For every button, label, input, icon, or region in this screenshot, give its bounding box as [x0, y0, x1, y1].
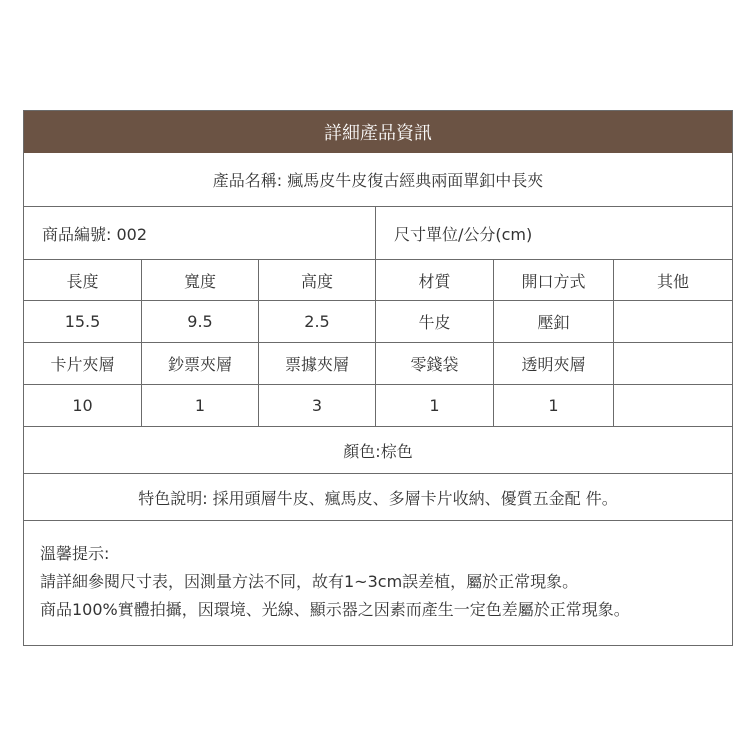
spec-value-cell: 牛皮 [376, 301, 494, 342]
pocket-header-cell: 票據夾層 [259, 343, 376, 384]
product-info-table [23, 110, 733, 646]
pocket-value-cell: 1 [376, 385, 494, 426]
features-row [24, 474, 732, 521]
pocket-header-cell: 透明夾層 [494, 343, 614, 384]
pocket-value-cell: 10 [24, 385, 142, 426]
id-unit-row [24, 207, 732, 260]
pocket-value-cell: 3 [259, 385, 376, 426]
notes-section [24, 521, 732, 645]
color-row [24, 427, 732, 474]
pocket-value-cell [614, 385, 732, 426]
spec-value-cell: 壓釦 [494, 301, 614, 342]
pocket-header-row [24, 343, 732, 385]
pocket-header-cell [614, 343, 732, 384]
pocket-value-row [24, 385, 732, 427]
spec-header-row [24, 260, 732, 301]
spec-header-cell: 長度 [24, 260, 142, 300]
spec-header-cell: 高度 [259, 260, 376, 300]
spec-value-row [24, 301, 732, 343]
pocket-header-cell: 零錢袋 [376, 343, 494, 384]
product-color: 顏色:棕色 [343, 441, 413, 461]
spec-value-cell: 15.5 [24, 301, 142, 342]
product-id: 商品編號: 002 [24, 207, 376, 259]
spec-header-cell: 其他 [656, 271, 689, 291]
header-title: 詳細產品資訊 [324, 123, 432, 144]
product-features: 特色說明: 採用頭層牛皮、瘋馬皮、多層卡片收納、優質五金配 件。 [138, 488, 618, 508]
product-name-row [24, 153, 732, 207]
spec-value-cell: 9.5 [142, 301, 259, 342]
pocket-header-cell: 卡片夾層 [24, 343, 142, 384]
pocket-header-cell: 鈔票夾層 [142, 343, 259, 384]
notes-line: 請詳細參閱尺寸表，因測量方法不同，故有1~3cm誤差植，屬於正常現象。 [40, 572, 579, 591]
product-name: 產品名稱: 瘋馬皮牛皮復古經典兩面單釦中長夾 [212, 171, 544, 190]
notes-title: 溫馨提示: [40, 544, 110, 563]
table-header [24, 111, 732, 153]
pocket-value-cell: 1 [494, 385, 614, 426]
spec-header-cell: 材質 [376, 260, 494, 300]
spec-value-cell [614, 301, 732, 342]
spec-header-cell: 開口方式 [494, 260, 614, 300]
spec-header-cell: 寬度 [142, 260, 259, 300]
notes-line: 商品100%實體拍攝，因環境、光線、顯示器之因素而產生一定色差屬於正常現象。 [40, 600, 630, 619]
spec-value-cell: 2.5 [259, 301, 376, 342]
pocket-value-cell: 1 [142, 385, 259, 426]
size-unit: 尺寸單位/公分(cm) [394, 224, 533, 244]
